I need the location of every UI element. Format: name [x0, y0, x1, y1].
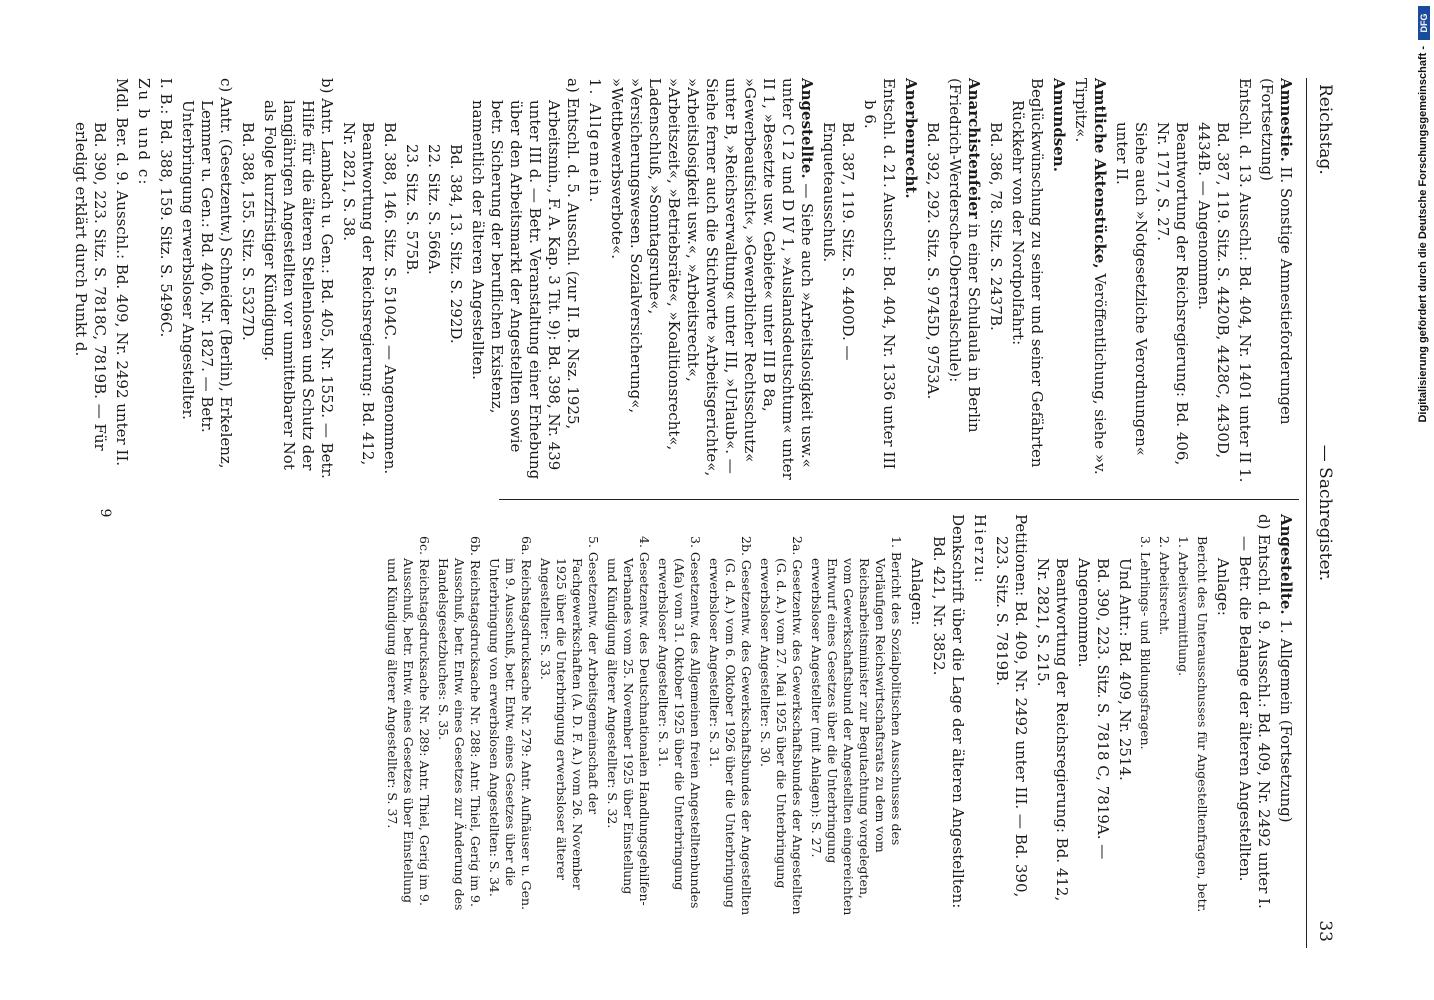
index-entry: a) Entschl. d. 5. Ausschl. (zur II. B. Nsz. 1925, Arbeitsmin., F. A. Kap. 3 Tit. 9): Bd. 398, Nr. 439 unter III d. — Betr. Veranstaltung einer Erhebung über den Arbeitsmarkt der Angestellten sowie betr. Sicherung der beruflichen Existenz, namentlich der älteren Angestellten. [469, 78, 582, 480]
index-heading: Amtliche Aktenstücke, [1091, 78, 1109, 269]
index-entry: 3. Lehrlings- und Bildungsfragen. [1138, 536, 1153, 750]
index-heading-text: — Siehe auch »Arbeitslosigkeit usw.« unter C I 2 und D IV 1, »Auslandsdeutschtum« unter II 1, »Besetzte usw. Gebiete« unter III B 8a, »Gewerbeaufsicht«, »Gewerblicher Rechtsschutz« unter B, »Reichsverwaltung« unter III, »Urlaub«. — Siehe ferner auch die Stichworte »Arbeitsgerichte«, »Arbeitslosigkeit usw.«, »Arbeitsrecht«, »Arbeitszeit«, »Betriebsräte«, »Koalitionsrecht«, Ladenschluß, »Sonntagsruhe«, »Versicherungswesen. Sozialversicherung«, »Wettbewerbsverbote«. [608, 78, 816, 480]
index-heading-text: Veröffentlichung, siehe »v. Tirpitz«. [1072, 78, 1109, 475]
index-entry: 5. Gesetzentw. der Arbeitsgemeinschaft der Fachgewerkschaften (A. D. F. A.) vom 26. November 1925 über die Unterbringung erwerbsloser älterer Angestellter: S. 33. [538, 536, 601, 890]
index-entry: Bd. 390, 223. Sitz. S. 7818 C, 7819A. — Angenommen. [1075, 558, 1112, 860]
index-subheading: 1. Allgemein. [586, 78, 604, 205]
index-entry: 2a. Gesetzentw. des Gewerkschaftsbundes der Angestellten (G. d. A.) vom 27. Mai 1925 über die Unterbringung erwerbsloser Angestellter: S. 30. [758, 536, 805, 915]
index-entry: 4. Gesetzentw. des Deutschnationalen Handlungsgehilfen-Verbandes vom 25. November 1925 über Einstellung und Kündigung älterer Angestellter: S. 32. [605, 536, 652, 906]
index-entry: Denkschrift über die Lage der älteren Angestellten: Bd. 421, Nr. 3852. [930, 514, 967, 909]
index-entry: Und Antr.: Bd. 409, Nr. 2514. [1116, 558, 1134, 781]
index-entry: Bd. 387, 119. Sitz. S. 4420B, 4428C, 4430D, 4434B. — Angenommen. [1195, 122, 1232, 459]
index-entry: Entschl. d. 13. Ausschl.: Bd. 404, Nr. 1401 unter II 1. [1236, 78, 1254, 483]
column-separator [499, 499, 1299, 500]
index-heading-entry [901, 78, 920, 483]
index-heading: Amundsen. [1050, 78, 1068, 172]
dfg-sidebar [1418, 6, 1430, 996]
index-entry: Bd. 392, 292. Sitz. S. 9745D, 9753A. [924, 122, 942, 400]
index-entry: Beantwortung der Reichsregierung: Bd. 412, Nr. 2821, S. 215. [1034, 558, 1071, 902]
index-heading-entry [607, 78, 816, 483]
page-number: 33 [1315, 920, 1335, 942]
index-heading-entry [1071, 78, 1109, 483]
index-heading: Anarchistenfeier [965, 78, 983, 219]
index-entry: Bd. 388, 146. Sitz. S. 5104C. — Angenommen. [381, 122, 399, 475]
index-entry: Bd. 386, 78. Sitz. S. 2437B. [987, 122, 1005, 331]
index-entry: 2. Arbeitsrecht. [1157, 536, 1172, 636]
index-heading-entry [1257, 78, 1295, 483]
index-entry: 1. Arbeitsvermittlung. [1176, 536, 1191, 677]
index-entry: c) Antr. (Gesetzentw.) Schneider (Berlin), Erkelenz, Lemmer u. Gen.: Bd. 406, Nr. 1827. — Betr. Unterbringung erwerbsloser Angestellter. [179, 78, 235, 469]
index-heading-text: in einer Schulaula in Berlin (Friedrich-Werdersche-Oberrealschule): [946, 78, 983, 433]
index-entry: 3. Gesetzentw. des Allgemeinen freien Angestelltenbundes (Afa) vom 31. Oktober 1925 über die Unterbringung erwerbsloser Angestellter: S. 31. [656, 536, 703, 909]
index-entry: Bd. 387, 119. Sitz. S. 4400D. — Enqueteausschuß. [820, 122, 857, 361]
index-heading-text: 1. Allgemein (Fortsetzung) [1277, 619, 1295, 823]
index-subheading: Zu b und c: [135, 78, 153, 187]
index-subheading: Hierzu: [971, 514, 989, 585]
index-entry: Entschl. d. 21. Ausschl.: Bd. 404, Nr. 1336 unter III b 6. [861, 78, 898, 470]
index-heading: Anerbenrecht. [902, 78, 920, 199]
index-entry: 6a. Reichstagsdrucksache Nr. 279: Antr. Aufhäuser u. Gen. im 9. Ausschuß, betr. Entw. eines Gesetzes über die Unterbringung von erwerbslosen Angestellten: S. 34. [487, 536, 534, 911]
index-entry: 23. Sitz. S. 575B. [403, 144, 421, 275]
index-entry: Mdl. Ber. d. 9. Ausschl.: Bd. 409, Nr. 2492 unter II. [113, 78, 131, 467]
index-entry: Bd. 384, 13. Sitz. S. 292D. [447, 144, 465, 344]
index-heading-entry [945, 78, 983, 483]
index-entry: Beantwortung der Reichsregierung: Bd. 406, Nr. 1717, S. 27. [1154, 122, 1191, 466]
scanned-page [72, 78, 1335, 948]
index-heading-text: II. Sonstige Amnestieforderungen (Fortsetzung) [1258, 78, 1295, 425]
index-heading: Angestellte. [1277, 514, 1295, 615]
index-entry: 1. Bericht des Sozialpolitischen Ausschusses des Vorläufigen Reichswirtschaftsrats zu dem vom Reichsarbeitsminister zur Begutachtung vorgelegten, vom Gewerkschaftsbund der Angestellten eingereichten Entwurf eines Gesetzes über die Unterbringung erwerbsloser Angestellter (mit Anlagen): S. 27. [809, 536, 904, 916]
index-entry: b) Antr. Lambach u. Gen.: Bd. 405, Nr. 1552. — Betr. Hilfe für die älteren Stellenlosen und Schutz der langjährigen Angestellten vor unmittelbarer Not als Folge kurzfristiger Kündigung. [261, 78, 336, 479]
index-entry: I. B.: Bd. 388, 159. Sitz. S. 5496C. [157, 78, 175, 338]
dfg-credit [1418, 46, 1430, 996]
header-rule [1306, 78, 1307, 948]
index-entry: Anlage: [1214, 558, 1232, 616]
index-heading: Angestellte. [798, 78, 816, 179]
dfg-credit-text: Digitalisierung gefördert durch die Deutsche Forschungsgemeinschaft - [1417, 46, 1429, 423]
index-entry: Anlagen: [908, 558, 926, 626]
index-entry: 2b. Gesetzentw. des Gewerkschaftsbundes der Angestellten (G. d. A.) vom 6. Oktober 1926 über die Unterbringung erwerbsloser Angestellter: S. 31. [707, 536, 754, 916]
index-entry: Bd. 388, 155. Sitz. S. 5327D. [239, 122, 257, 341]
index-entry: Siehe auch »Notgesetzliche Verordnungen« unter II. [1113, 122, 1150, 456]
right-column [381, 514, 1295, 919]
left-column [68, 78, 1295, 483]
index-heading: Amnestie. [1277, 78, 1295, 162]
page-signature: 9 [97, 508, 113, 518]
index-entry: d) Entschl. d. 9. Ausschl.: Bd. 409, Nr. 2492 unter I. — Betr. die Belange der älteren Angestellten. [1236, 514, 1273, 909]
header-left: Reichstag. [1315, 84, 1335, 175]
index-entry: Beantwortung der Reichsregierung: Bd. 412, Nr. 2821, S. 38. [340, 122, 377, 466]
index-entry: Bd. 390, 223. Sitz. S. 7818C, 7819B. — Für erledigt erklärt durch Punkt d. [72, 122, 109, 451]
index-heading-entry [1276, 514, 1295, 919]
index-entry: 6c. Reichstagsdrucksache Nr. 289: Antr. Thiel, Gerig im 9. Ausschuß, betr. Entw. eines Gesetzes über Einstellung und Kündigung älterer Angestellter: S. 37. [385, 536, 432, 906]
index-entry: Bericht des Unterausschusses für Angestelltenfragen, betr. [1195, 536, 1210, 913]
index-entry: 22. Sitz. S. 566A. [425, 144, 443, 275]
header-center: — Sachregister. [1315, 444, 1335, 582]
index-heading-entry [1049, 78, 1068, 483]
index-entry: Beglückwünschung zu seiner und seiner Gefährten Rückkehr von der Nordpolfahrt: [1009, 78, 1046, 468]
dfg-logo-text: DFG [1419, 13, 1429, 33]
index-entry: Petitionen: Bd. 409, Nr. 2492 unter III. — Bd. 390, 223. Sitz. S. 7819B. [993, 514, 1030, 898]
running-header [1311, 78, 1335, 948]
index-entry: 6b. Reichstagsdrucksache Nr. 288: Antr. Thiel, Gerig im 9. Ausschuß, betr. Entw. eines Gesetzes zur Änderung des Handelsgesetzbuches: S. 35. [436, 536, 483, 911]
dfg-logo [1418, 6, 1430, 40]
